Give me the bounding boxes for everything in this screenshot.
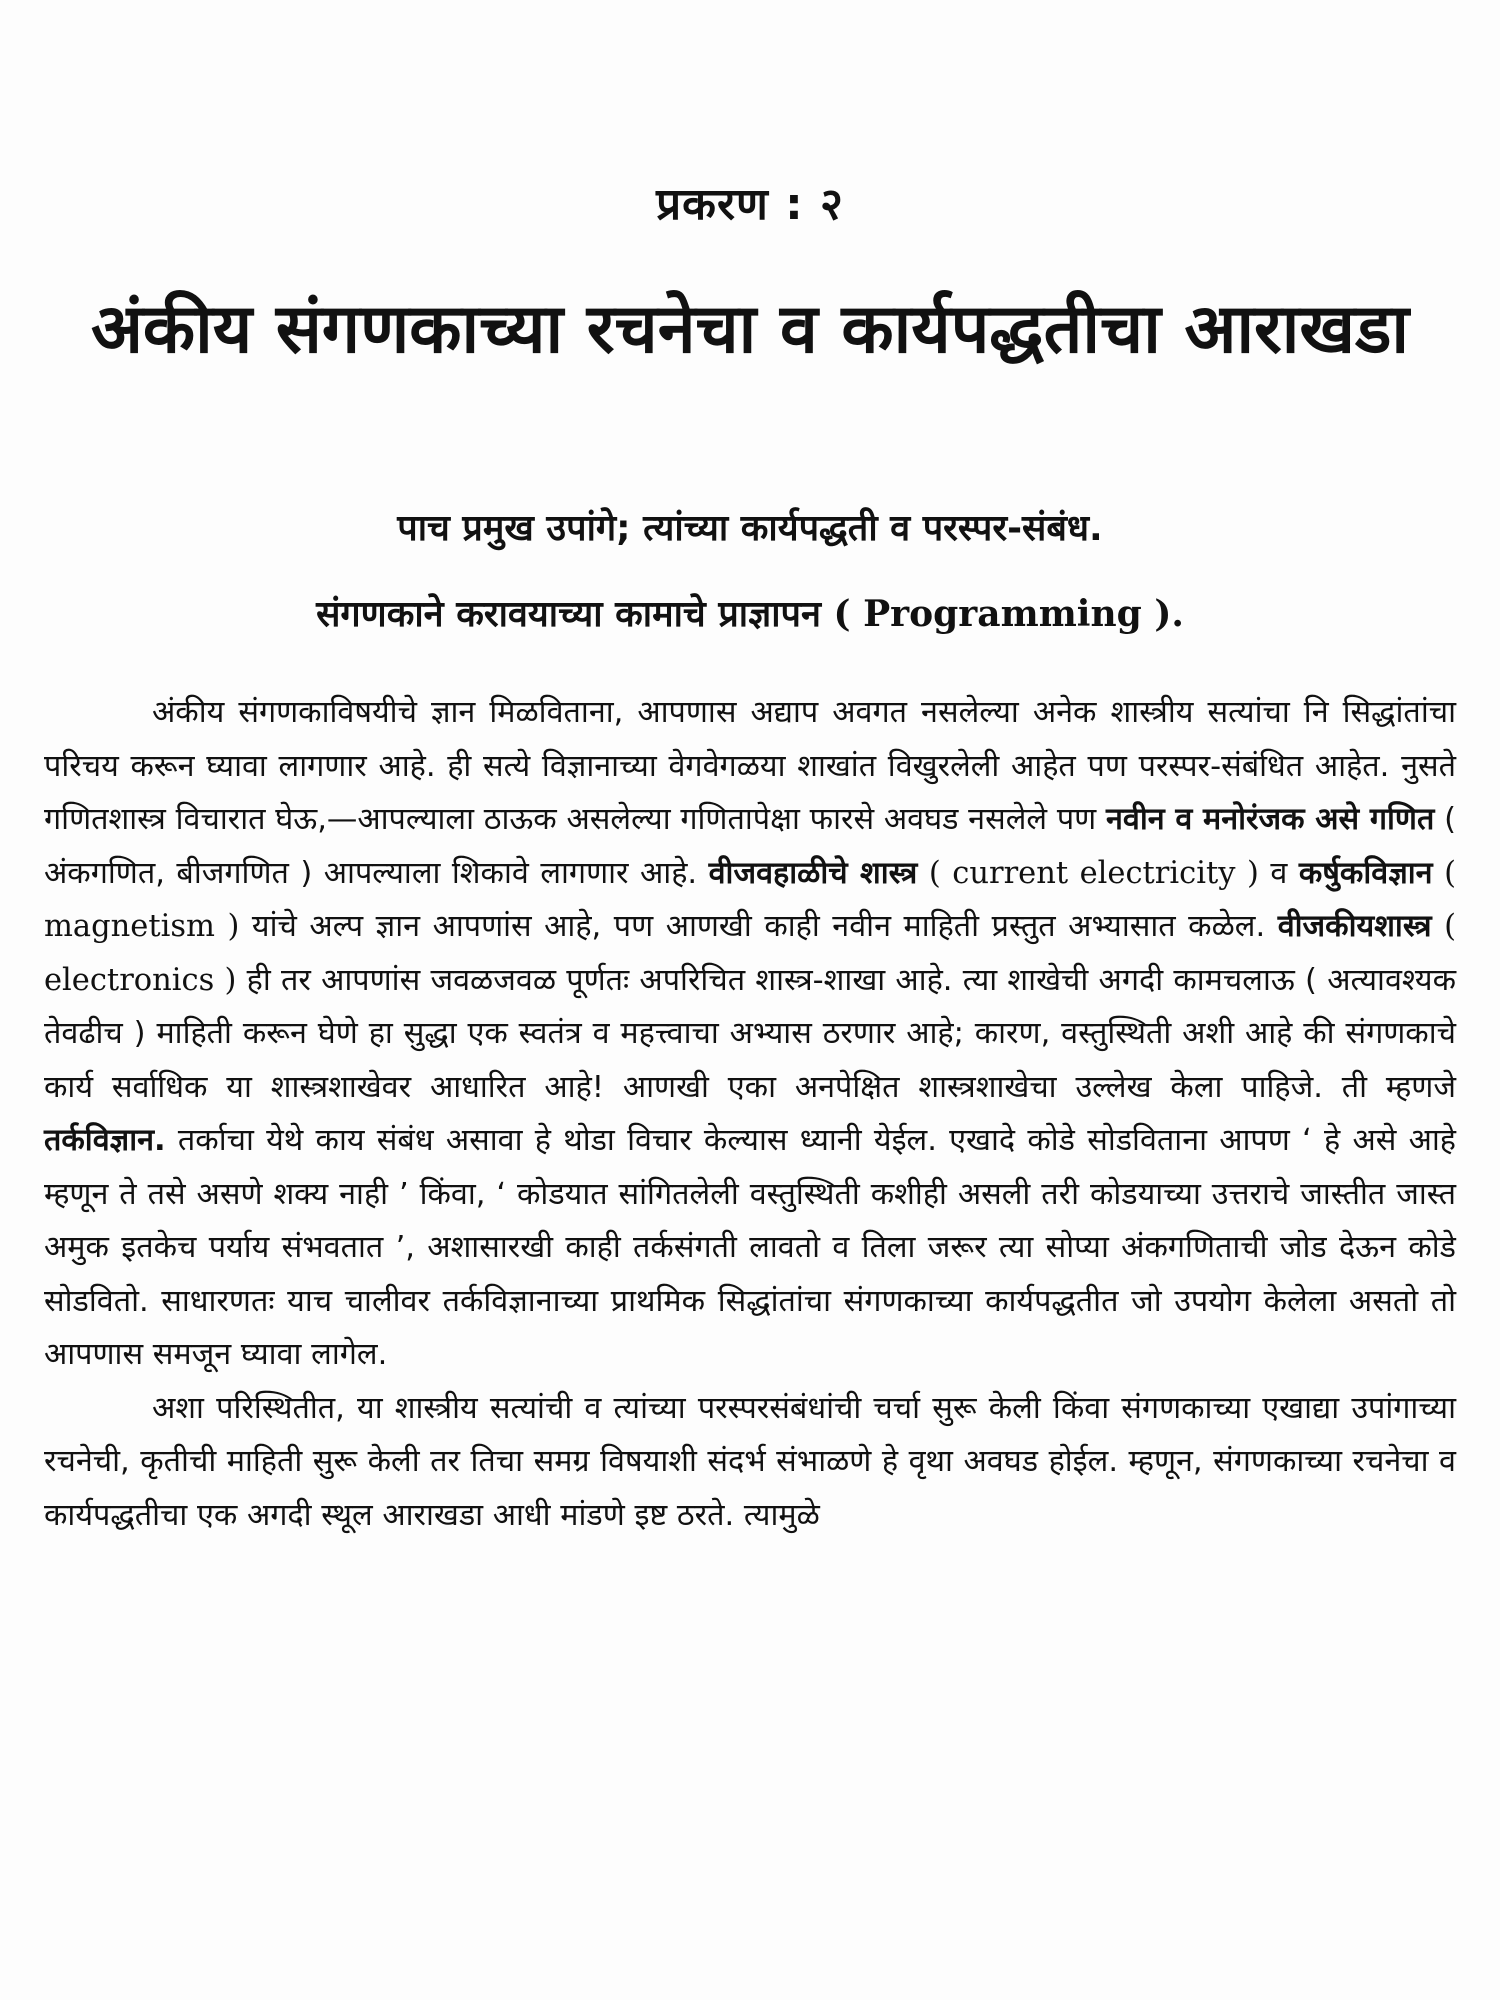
bold-term: वीजकीयशास्त्र	[1277, 909, 1432, 944]
paragraph-1	[44, 686, 1456, 1382]
chapter-subtitle: पाच प्रमुख उपांगे; त्यांच्या कार्यपद्धती व परस्पर-संबंध.	[397, 508, 1103, 549]
text-run: तर्काचा येथे काय संबंध असावा हे थोडा विचार केल्यास ध्यानी येईल. एखादे कोडे सोडविताना आपण ‘ हे असे आहे म्हणून ते तसे असणे शक्य नाही ’ किंवा, ‘ कोडयात सांगितलेली वस्तुस्थिती कशीही असली तरी कोडयाच्या उत्तराचे जास्तीत जास्त अमुक इतकेच पर्याय संभवतात ’, अशासारखी काही तर्कसंगती लावतो व तिला जरूर त्या सोप्या अंकगणिताची जोड देऊन कोडे सोडवितो. साधारणतः याच चालीवर तर्कविज्ञानाच्या प्राथमिक सिद्धांतांचा संगणकाच्या कार्यपद्धतीत जो उपयोग केलेला असतो तो आपणास समजून घ्यावा लागेल.	[44, 1123, 1456, 1372]
text-run: अंकीय संगणकाविषयीचे ज्ञान मिळविताना, आपणास अद्याप अवगत नसलेल्या अनेक शास्त्रीय सत्यांचा नि सिद्धांतांचा परिचय करून घ्यावा लागणार आहे. ही सत्ये विज्ञानाच्या वेगवेगळया शाखांत विखुरलेली आहेत पण परस्पर-संबंधित आहेत. नुसते गणितशास्त्र विचारात घेऊ,—आपल्याला ठाऊक असलेल्या गणितापेक्षा फारसे अवघड नसलेले पण	[44, 695, 1456, 837]
english-term: ( magnetism )	[44, 855, 1456, 944]
bold-term: नवीन व मनोरंजक असे गणित	[1105, 802, 1435, 837]
programming-heading	[80, 588, 1420, 637]
english-term: ( electronics )	[44, 909, 1456, 998]
text-run: ( अंकगणित, बीजगणित ) आपल्याला शिकावे लागणार आहे.	[44, 802, 1456, 891]
text-run: व	[1258, 855, 1299, 891]
bold-term: तर्कविज्ञान.	[44, 1123, 166, 1158]
bold-term: कर्षुकविज्ञान	[1298, 855, 1433, 891]
programming-heading-marathi: संगणकाने करावयाच्या कामाचे प्राज्ञापन	[316, 594, 821, 635]
english-term: ( current electricity )	[917, 855, 1259, 891]
chapter-title: अंकीय संगणकाच्या रचनेचा व कार्यपद्धतीचा आराखडा	[90, 290, 1410, 369]
chapter-label: प्रकरण : २	[656, 179, 844, 230]
text-run: ही तर आपणांस जवळजवळ पूर्णतः अपरिचित शास्त्र-शाखा आहे. त्या शाखेची अगदी कामचलाऊ ( अत्यावश्यक तेवढीच ) माहिती करून घेणे हा सुद्धा एक स्वतंत्र व महत्त्वाचा अभ्यास ठरणार आहे; कारण, वस्तुस्थिती अशी आहे की संगणकाचे कार्य सर्वाधिक या शास्त्रशाखेवर आधारित आहे! आणखी एका अनपेक्षित शास्त्रशाखेचा उल्लेख केला पाहिजे. ती म्हणजे	[44, 962, 1456, 1105]
programming-heading-english: ( Programming ).	[833, 593, 1184, 635]
text-run: यांचे अल्प ज्ञान आपणांस आहे, पण आणखी काही नवीन माहिती प्रस्तुत अभ्यासात कळेल.	[239, 909, 1278, 944]
body-text	[44, 686, 1456, 1542]
bold-term: वीजवहाळीचे शास्त्र	[708, 855, 918, 891]
paragraph-2: अशा परिस्थितीत, या शास्त्रीय सत्यांची व त्यांच्या परस्परसंबंधांची चर्चा सुरू केली किंवा संगणकाच्या एखाद्या उपांगाच्या रचनेची, कृतीची माहिती सुरू केली तर तिचा समग्र विषयाशी संदर्भ संभाळणे हे वृथा अवघड होईल. म्हणून, संगणकाच्या रचनेचा व कार्यपद्धतीचा एक अगदी स्थूल आराखडा आधी मांडणे इष्ट ठरते. त्यामुळे	[44, 1390, 1456, 1533]
